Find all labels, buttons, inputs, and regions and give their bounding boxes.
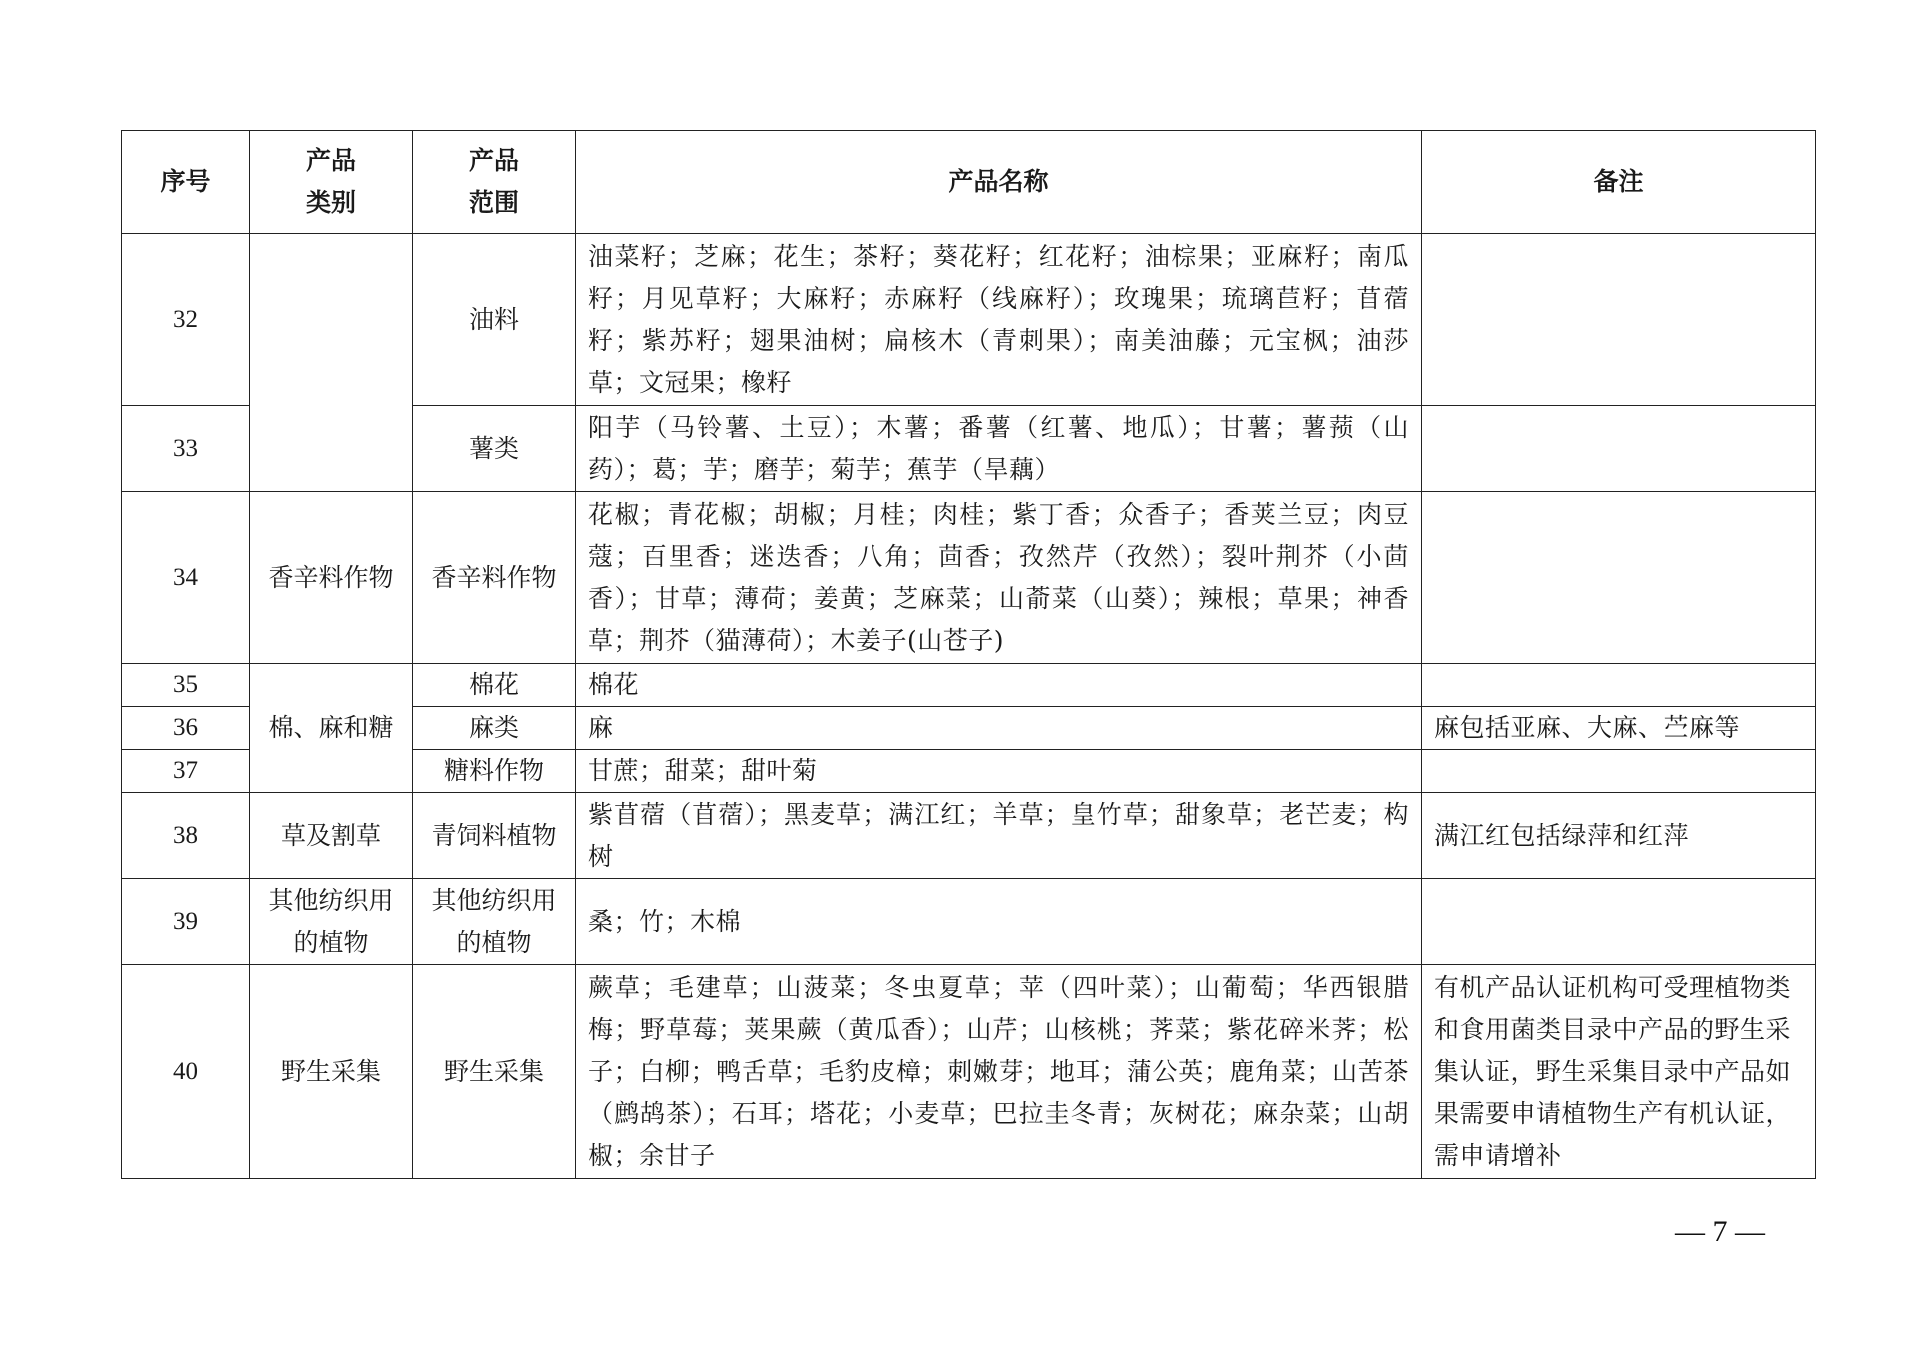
table-row	[122, 234, 1816, 406]
row-index: 33	[122, 406, 250, 492]
row-product-names: 麻	[576, 707, 1422, 750]
row-scope: 其他纺织用 的植物	[413, 879, 576, 965]
table-header-row	[122, 131, 1816, 234]
row-scope: 糖料作物	[413, 750, 576, 793]
row-category: 香辛料作物	[250, 492, 413, 664]
header-scope: 产品 范围	[413, 131, 576, 234]
row-index: 35	[122, 664, 250, 707]
row-remarks: 有机产品认证机构可受理植物类和食用菌类目录中产品的野生采集认证，野生采集目录中产品如果需要申请植物生产有机认证，需申请增补	[1422, 965, 1816, 1179]
row-product-names: 甘蔗；甜菜；甜叶菊	[576, 750, 1422, 793]
header-index: 序号	[122, 131, 250, 234]
row-product-names: 紫苜蓿（苜蓿）；黑麦草；满江红；羊草；皇竹草；甜象草；老芒麦；构树	[576, 793, 1422, 879]
header-remarks: 备注	[1422, 131, 1816, 234]
row-scope: 薯类	[413, 406, 576, 492]
table-row	[122, 492, 1816, 664]
row-scope: 棉花	[413, 664, 576, 707]
row-product-names: 棉花	[576, 664, 1422, 707]
row-category: 草及割草	[250, 793, 413, 879]
row-remarks	[1422, 664, 1816, 707]
page-number: — 7 —	[1675, 1215, 1765, 1248]
row-product-names: 花椒；青花椒；胡椒；月桂；肉桂；紫丁香；众香子；香荚兰豆；肉豆蔻；百里香；迷迭香；八角；茴香；孜然芹（孜然）；裂叶荆芥（小茴香）；甘草；薄荷；姜黄；芝麻菜；山萮菜（山葵）；辣根；草果；神香草；荆芥（猫薄荷）；木姜子(山苍子)	[576, 492, 1422, 664]
row-scope: 麻类	[413, 707, 576, 750]
row-index: 40	[122, 965, 250, 1179]
row-index: 39	[122, 879, 250, 965]
row-category: 棉、麻和糖	[250, 664, 413, 793]
row-remarks	[1422, 234, 1816, 406]
row-index: 34	[122, 492, 250, 664]
row-index: 38	[122, 793, 250, 879]
row-scope: 香辛料作物	[413, 492, 576, 664]
row-remarks	[1422, 750, 1816, 793]
row-category: 野生采集	[250, 965, 413, 1179]
row-index: 36	[122, 707, 250, 750]
table-row	[122, 879, 1816, 965]
row-category: 其他纺织用 的植物	[250, 879, 413, 965]
product-catalog-table	[121, 130, 1816, 1179]
row-remarks: 满江红包括绿萍和红萍	[1422, 793, 1816, 879]
row-category	[250, 234, 413, 492]
row-index: 37	[122, 750, 250, 793]
row-product-names: 桑；竹；木棉	[576, 879, 1422, 965]
row-index: 32	[122, 234, 250, 406]
row-product-names: 蕨草；毛建草；山菠菜；冬虫夏草；苹（四叶菜）；山葡萄；华西银腊梅；野草莓；荚果蕨（黄瓜香）；山芹；山核桃；荠菜；紫花碎米荠；松子；白柳；鸭舌草；毛豹皮樟；刺嫩芽；地耳；蒲公英；鹿角菜；山苦茶（鹧鸪茶）；石耳；塔花；小麦草；巴拉圭冬青；灰树花；麻杂菜；山胡椒；余甘子	[576, 965, 1422, 1179]
table-row	[122, 664, 1816, 707]
row-product-names: 油菜籽；芝麻；花生；茶籽；葵花籽；红花籽；油棕果；亚麻籽；南瓜籽；月见草籽；大麻籽；赤麻籽（线麻籽）；玫瑰果；琉璃苣籽；苜蓿籽；紫苏籽；翅果油树；扁核木（青刺果）；南美油藤；元宝枫；油莎草；文冠果；橡籽	[576, 234, 1422, 406]
table-row	[122, 965, 1816, 1179]
row-remarks	[1422, 406, 1816, 492]
row-scope: 油料	[413, 234, 576, 406]
row-scope: 野生采集	[413, 965, 576, 1179]
header-product-names: 产品名称	[576, 131, 1422, 234]
row-remarks	[1422, 879, 1816, 965]
header-category: 产品 类别	[250, 131, 413, 234]
table-row	[122, 793, 1816, 879]
row-scope: 青饲料植物	[413, 793, 576, 879]
row-remarks	[1422, 492, 1816, 664]
row-product-names: 阳芋（马铃薯、土豆）；木薯；番薯（红薯、地瓜）；甘薯；薯蓣（山药）；葛；芋；磨芋；菊芋；蕉芋（旱藕）	[576, 406, 1422, 492]
row-remarks: 麻包括亚麻、大麻、苎麻等	[1422, 707, 1816, 750]
